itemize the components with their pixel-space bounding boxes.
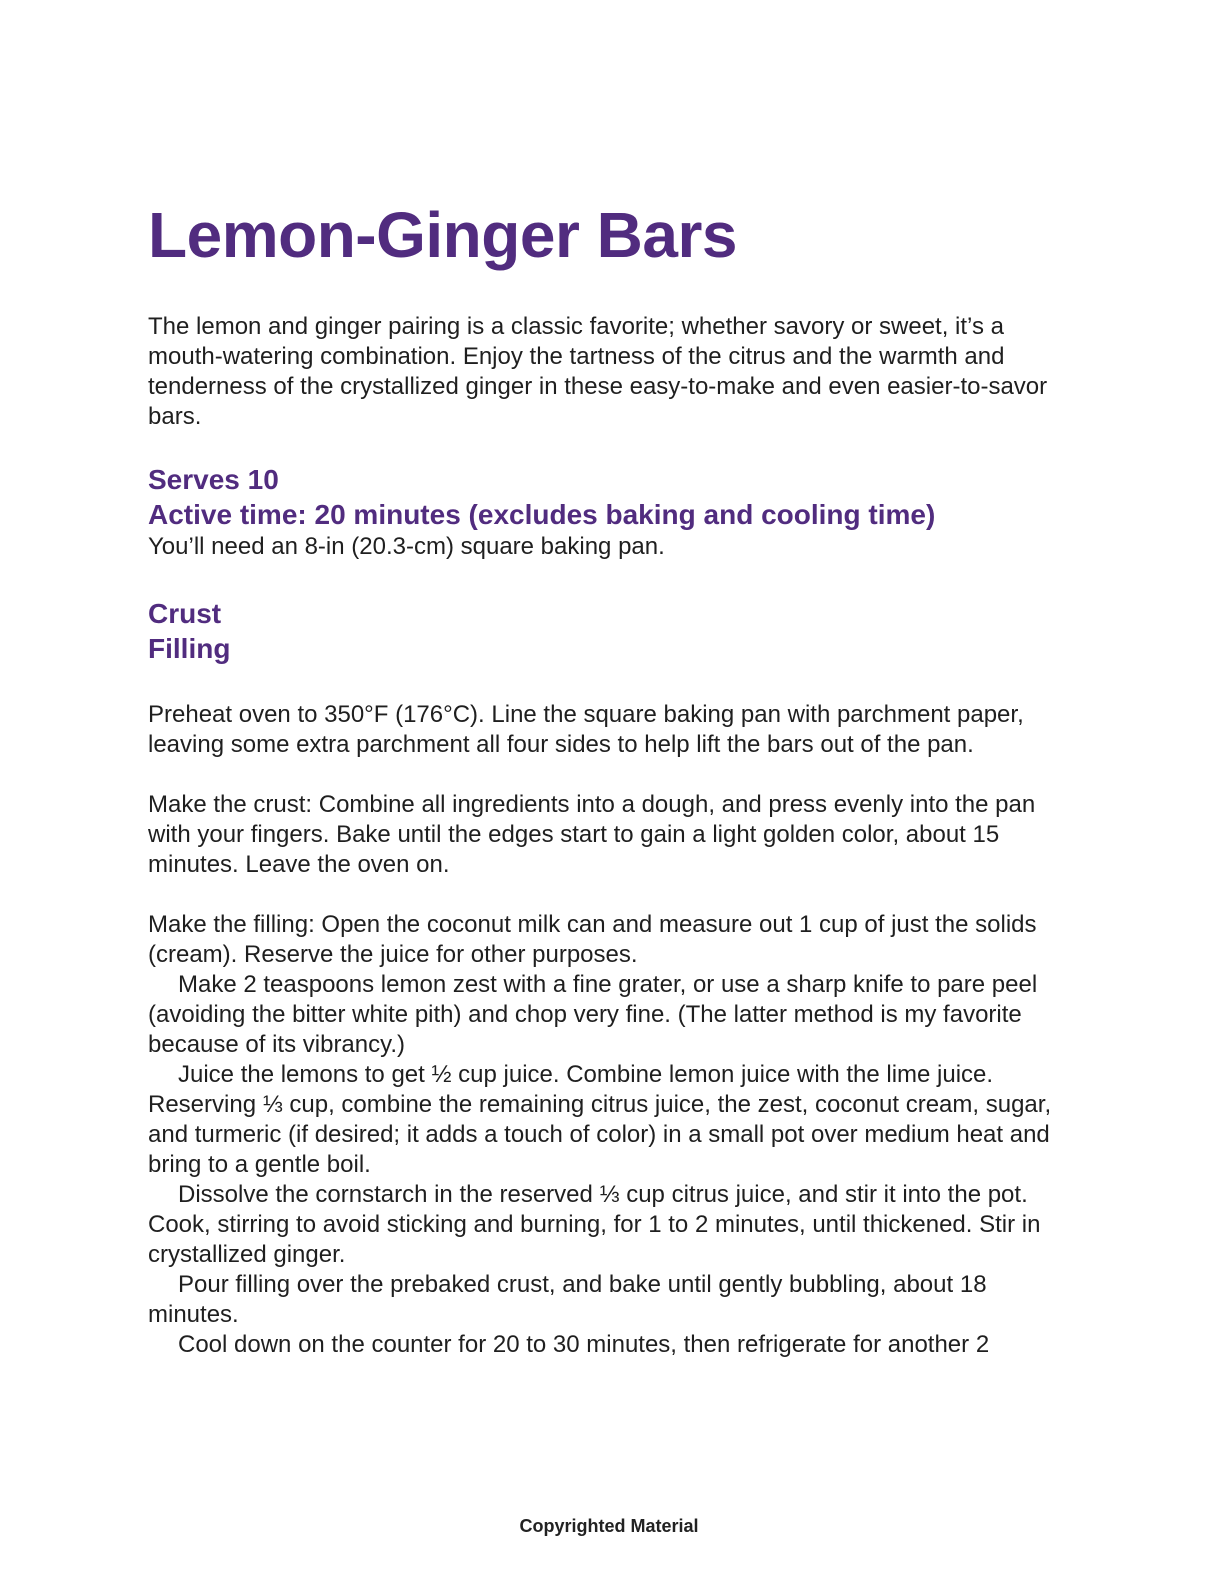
step-crust: Make the crust: Combine all ingredients into a dough, and press evenly into the pan with your fingers. Bake until the edges start to gain a light golden color, about 15 minutes. Leave the oven on. (148, 791, 1036, 878)
step-pour: Pour filling over the prebaked crust, and bake until gently bubbling, about 18 minutes. (148, 1271, 987, 1328)
recipe-title: Lemon-Ginger Bars (148, 199, 737, 271)
step-cool: Cool down on the counter for 20 to 30 minutes, then refrigerate for another 2 (178, 1331, 990, 1358)
copyright-footer: Copyrighted Material (519, 1516, 699, 1536)
active-time: Active time: 20 minutes (excludes baking and cooling time) (148, 499, 936, 530)
step-zest: Make 2 teaspoons lemon zest with a fine grater, or use a sharp knife to pare peel (avoiding the bitter white pith) and chop very fine. (The latter method is my favorite because of its vibrancy.) (148, 971, 1038, 1058)
step-cornstarch: Dissolve the cornstarch in the reserved ⅓ cup citrus juice, and stir it into the pot. Cook, stirring to avoid sticking and burning, for 1 to 2 minutes, until thickened. Stir in crystallized ginger. (148, 1181, 1041, 1268)
ingredient-sections (148, 596, 230, 666)
servings: Serves 10 (148, 464, 279, 495)
step-preheat: Preheat oven to 350°F (176°C). Line the square baking pan with parchment paper, leaving some extra parchment all four sides to help lift the bars out of the pan. (148, 701, 1024, 758)
step-juice: Juice the lemons to get ½ cup juice. Combine lemon juice with the lime juice. Reserving ⅓ cup, combine the remaining citrus juice, the zest, coconut cream, sugar, and turmeric (if desired; it adds a touch of color) in a small pot over medium heat and bring to a gentle boil. (148, 1061, 1052, 1178)
section-heading-crust: Crust (148, 598, 222, 629)
equipment-note: You’ll need an 8-in (20.3-cm) square baking pan. (148, 533, 665, 560)
section-heading-filling: Filling (148, 633, 231, 664)
step-filling: Make the filling: Open the coconut milk can and measure out 1 cup of just the solids (cream). Reserve the juice for other purposes. (148, 911, 1037, 968)
recipe-intro: The lemon and ginger pairing is a classic favorite; whether savory or sweet, it’s a mouth-watering combination. Enjoy the tartness of the citrus and the warmth and tenderness of the crystallized ginger in these easy-to-make and even easier-to-savor bars. (148, 313, 1048, 430)
recipe-meta (148, 462, 1068, 562)
recipe-steps (148, 700, 1068, 1360)
